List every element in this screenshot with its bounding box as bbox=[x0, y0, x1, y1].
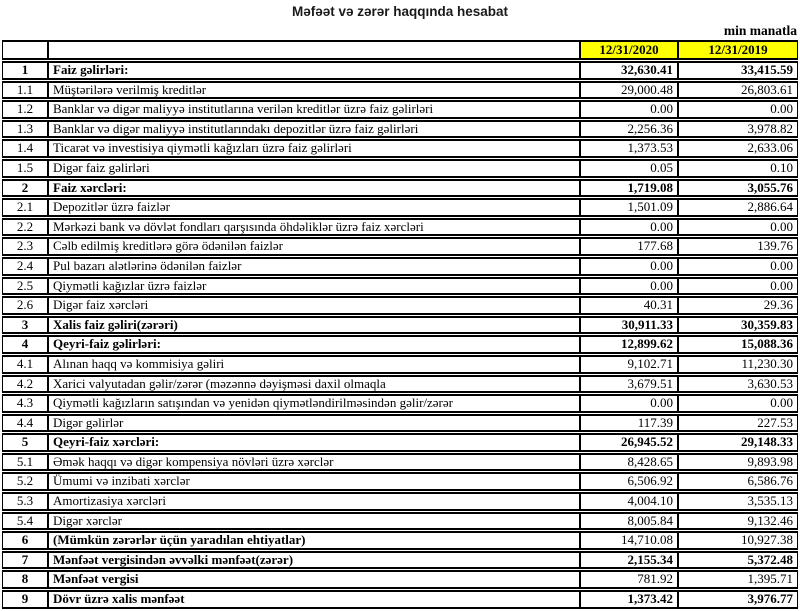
value-2019-cell: 3,976.77 bbox=[678, 590, 798, 609]
row-number-cell: 4 bbox=[2, 335, 48, 354]
table-row bbox=[2, 335, 798, 354]
row-number-cell: 9 bbox=[2, 590, 48, 609]
value-2020-cell: 4,004.10 bbox=[580, 492, 678, 511]
row-number-cell: 2 bbox=[2, 179, 48, 198]
value-2020-cell: 177.68 bbox=[580, 237, 678, 256]
table-row bbox=[2, 394, 798, 413]
value-2020-cell: 781.92 bbox=[580, 570, 678, 589]
value-2019-cell: 0.00 bbox=[678, 100, 798, 119]
report-table-body bbox=[2, 61, 798, 609]
row-label-cell: Digər faiz xərcləri bbox=[48, 296, 580, 315]
value-2019-cell: 3,630.53 bbox=[678, 375, 798, 394]
value-2020-cell: 3,679.51 bbox=[580, 375, 678, 394]
value-2020-cell: 40.31 bbox=[580, 296, 678, 315]
value-2019-cell: 139.76 bbox=[678, 237, 798, 256]
value-2020-cell: 1,373.53 bbox=[580, 139, 678, 158]
table-row bbox=[2, 414, 798, 433]
value-2019-cell: 1,395.71 bbox=[678, 570, 798, 589]
report-table bbox=[2, 39, 798, 610]
table-row bbox=[2, 375, 798, 394]
row-number-cell: 2.2 bbox=[2, 218, 48, 237]
header-empty-label-cell bbox=[48, 40, 580, 60]
table-row bbox=[2, 551, 798, 570]
row-number-cell: 4.4 bbox=[2, 414, 48, 433]
row-label-cell: Xarici valyutadan gəlir/zərər (məzənnə dəyişməsi daxil olmaqla bbox=[48, 375, 580, 394]
table-row bbox=[2, 492, 798, 511]
value-2020-cell: 2,256.36 bbox=[580, 120, 678, 139]
row-number-cell: 1.4 bbox=[2, 139, 48, 158]
row-label-cell: Faiz gəlirləri: bbox=[48, 61, 580, 80]
value-2019-cell: 0.00 bbox=[678, 257, 798, 276]
row-number-cell: 7 bbox=[2, 551, 48, 570]
value-2019-cell: 3,055.76 bbox=[678, 179, 798, 198]
value-2019-cell: 0.00 bbox=[678, 394, 798, 413]
row-number-cell: 1 bbox=[2, 61, 48, 80]
table-row bbox=[2, 570, 798, 589]
table-row bbox=[2, 472, 798, 491]
header-date-2020: 12/31/2020 bbox=[580, 40, 678, 60]
value-2020-cell: 6,506.92 bbox=[580, 472, 678, 491]
table-row bbox=[2, 355, 798, 374]
table-row bbox=[2, 453, 798, 472]
row-number-cell: 5.2 bbox=[2, 472, 48, 491]
row-label-cell: Mərkəzi bank və dövlət fondları qarşısında öhdəliklər üzrə faiz xərcləri bbox=[48, 218, 580, 237]
unit-note: min manatla bbox=[723, 23, 797, 38]
row-number-cell: 1.2 bbox=[2, 100, 48, 119]
value-2020-cell: 0.00 bbox=[580, 257, 678, 276]
table-row bbox=[2, 218, 798, 237]
value-2019-cell: 227.53 bbox=[678, 414, 798, 433]
row-label-cell: Ümumi və inzibati xərclər bbox=[48, 472, 580, 491]
table-row bbox=[2, 81, 798, 100]
value-2020-cell: 0.00 bbox=[580, 394, 678, 413]
table-row bbox=[2, 179, 798, 198]
value-2020-cell: 32,630.41 bbox=[580, 61, 678, 80]
row-label-cell: Digər faiz gəlirləri bbox=[48, 159, 580, 178]
value-2020-cell: 8,005.84 bbox=[580, 512, 678, 531]
table-row bbox=[2, 531, 798, 550]
row-number-cell: 4.2 bbox=[2, 375, 48, 394]
row-label-cell: Digər gəlirlər bbox=[48, 414, 580, 433]
row-number-cell: 2.5 bbox=[2, 277, 48, 296]
table-row bbox=[2, 277, 798, 296]
value-2019-cell: 29,148.33 bbox=[678, 433, 798, 452]
row-number-cell: 5 bbox=[2, 433, 48, 452]
row-label-cell: Qiymətli kağızlar üzrə faizlər bbox=[48, 277, 580, 296]
row-label-cell: Banklar və digər maliyyə institutlarına verilən kreditlər üzrə faiz gəlirləri bbox=[48, 100, 580, 119]
value-2019-cell: 5,372.48 bbox=[678, 551, 798, 570]
value-2020-cell: 0.00 bbox=[580, 277, 678, 296]
value-2020-cell: 0.05 bbox=[580, 159, 678, 178]
row-label-cell: Cəlb edilmiş kreditlərə görə ödənilən faizlər bbox=[48, 237, 580, 256]
value-2020-cell: 29,000.48 bbox=[580, 81, 678, 100]
row-number-cell: 1.3 bbox=[2, 120, 48, 139]
row-number-cell: 1.5 bbox=[2, 159, 48, 178]
row-label-cell: Alınan haqq və kommisiya gəliri bbox=[48, 355, 580, 374]
value-2019-cell: 15,088.36 bbox=[678, 335, 798, 354]
value-2020-cell: 2,155.34 bbox=[580, 551, 678, 570]
row-number-cell: 5.3 bbox=[2, 492, 48, 511]
value-2020-cell: 9,102.71 bbox=[580, 355, 678, 374]
row-label-cell: Faiz xərcləri: bbox=[48, 179, 580, 198]
row-number-cell: 6 bbox=[2, 531, 48, 550]
table-row bbox=[2, 296, 798, 315]
value-2020-cell: 1,373.42 bbox=[580, 590, 678, 609]
row-label-cell: Müştərilərə verilmiş kreditlər bbox=[48, 81, 580, 100]
value-2019-cell: 3,978.82 bbox=[678, 120, 798, 139]
table-header-row bbox=[2, 40, 798, 60]
value-2019-cell: 10,927.38 bbox=[678, 531, 798, 550]
value-2019-cell: 3,535.13 bbox=[678, 492, 798, 511]
row-label-cell: Əmək haqqı və digər kompensiya növləri üzrə xərclər bbox=[48, 453, 580, 472]
value-2019-cell: 0.00 bbox=[678, 218, 798, 237]
header-empty-no-cell bbox=[2, 40, 48, 60]
table-row bbox=[2, 316, 798, 335]
row-number-cell: 8 bbox=[2, 570, 48, 589]
value-2020-cell: 30,911.33 bbox=[580, 316, 678, 335]
value-2019-cell: 29.36 bbox=[678, 296, 798, 315]
value-2019-cell: 9,132.46 bbox=[678, 512, 798, 531]
value-2020-cell: 1,719.08 bbox=[580, 179, 678, 198]
value-2019-cell: 2,886.64 bbox=[678, 198, 798, 217]
table-row bbox=[2, 433, 798, 452]
value-2019-cell: 30,359.83 bbox=[678, 316, 798, 335]
table-row bbox=[2, 590, 798, 609]
value-2020-cell: 8,428.65 bbox=[580, 453, 678, 472]
value-2019-cell: 2,633.06 bbox=[678, 139, 798, 158]
value-2020-cell: 14,710.08 bbox=[580, 531, 678, 550]
value-2019-cell: 26,803.61 bbox=[678, 81, 798, 100]
row-label-cell: Qiymətli kağızların satışından və yenidən qiymətləndirilməsindən gəlir/zərər bbox=[48, 394, 580, 413]
row-number-cell: 5.1 bbox=[2, 453, 48, 472]
value-2019-cell: 6,586.76 bbox=[678, 472, 798, 491]
table-row bbox=[2, 257, 798, 276]
value-2020-cell: 0.00 bbox=[580, 218, 678, 237]
row-number-cell: 4.1 bbox=[2, 355, 48, 374]
row-label-cell: Qeyri-faiz xərcləri: bbox=[48, 433, 580, 452]
header-date-2019: 12/31/2019 bbox=[678, 40, 798, 60]
row-label-cell: Ticarət və investisiya qiymətli kağızları üzrə faiz gəlirləri bbox=[48, 139, 580, 158]
row-number-cell: 1.1 bbox=[2, 81, 48, 100]
table-row bbox=[2, 100, 798, 119]
table-row bbox=[2, 159, 798, 178]
table-row bbox=[2, 237, 798, 256]
value-2020-cell: 117.39 bbox=[580, 414, 678, 433]
row-number-cell: 2.4 bbox=[2, 257, 48, 276]
row-label-cell: (Mümkün zərərlər üçün yaradılan ehtiyatlar) bbox=[48, 531, 580, 550]
table-row bbox=[2, 139, 798, 158]
value-2020-cell: 12,899.62 bbox=[580, 335, 678, 354]
row-label-cell: Mənfəət vergisi bbox=[48, 570, 580, 589]
value-2020-cell: 0.00 bbox=[580, 100, 678, 119]
table-row bbox=[2, 512, 798, 531]
row-number-cell: 2.3 bbox=[2, 237, 48, 256]
row-number-cell: 3 bbox=[2, 316, 48, 335]
row-label-cell: Dövr üzrə xalis mənfəət bbox=[48, 590, 580, 609]
page-title: Məfəət və zərər haqqında hesabat bbox=[291, 4, 509, 19]
value-2019-cell: 33,415.59 bbox=[678, 61, 798, 80]
row-label-cell: Mənfəət vergisindən əvvəlki mənfəət(zərər) bbox=[48, 551, 580, 570]
value-2020-cell: 26,945.52 bbox=[580, 433, 678, 452]
value-2019-cell: 0.10 bbox=[678, 159, 798, 178]
row-label-cell: Banklar və digər maliyyə institutlarındakı depozitlər üzrə faiz gəlirləri bbox=[48, 120, 580, 139]
row-label-cell: Depozitlər üzrə faizlər bbox=[48, 198, 580, 217]
value-2019-cell: 11,230.30 bbox=[678, 355, 798, 374]
row-label-cell: Pul bazarı alətlərinə ödənilən faizlər bbox=[48, 257, 580, 276]
table-row bbox=[2, 120, 798, 139]
row-label-cell: Amortizasiya xərcləri bbox=[48, 492, 580, 511]
value-2019-cell: 0.00 bbox=[678, 277, 798, 296]
row-number-cell: 5.4 bbox=[2, 512, 48, 531]
row-label-cell: Digər xərclər bbox=[48, 512, 580, 531]
row-number-cell: 2.6 bbox=[2, 296, 48, 315]
row-number-cell: 2.1 bbox=[2, 198, 48, 217]
row-label-cell: Xalis faiz gəliri(zərəri) bbox=[48, 316, 580, 335]
table-row bbox=[2, 198, 798, 217]
value-2019-cell: 9,893.98 bbox=[678, 453, 798, 472]
row-label-cell: Qeyri-faiz gəlirləri: bbox=[48, 335, 580, 354]
value-2020-cell: 1,501.09 bbox=[580, 198, 678, 217]
table-row bbox=[2, 61, 798, 80]
row-number-cell: 4.3 bbox=[2, 394, 48, 413]
